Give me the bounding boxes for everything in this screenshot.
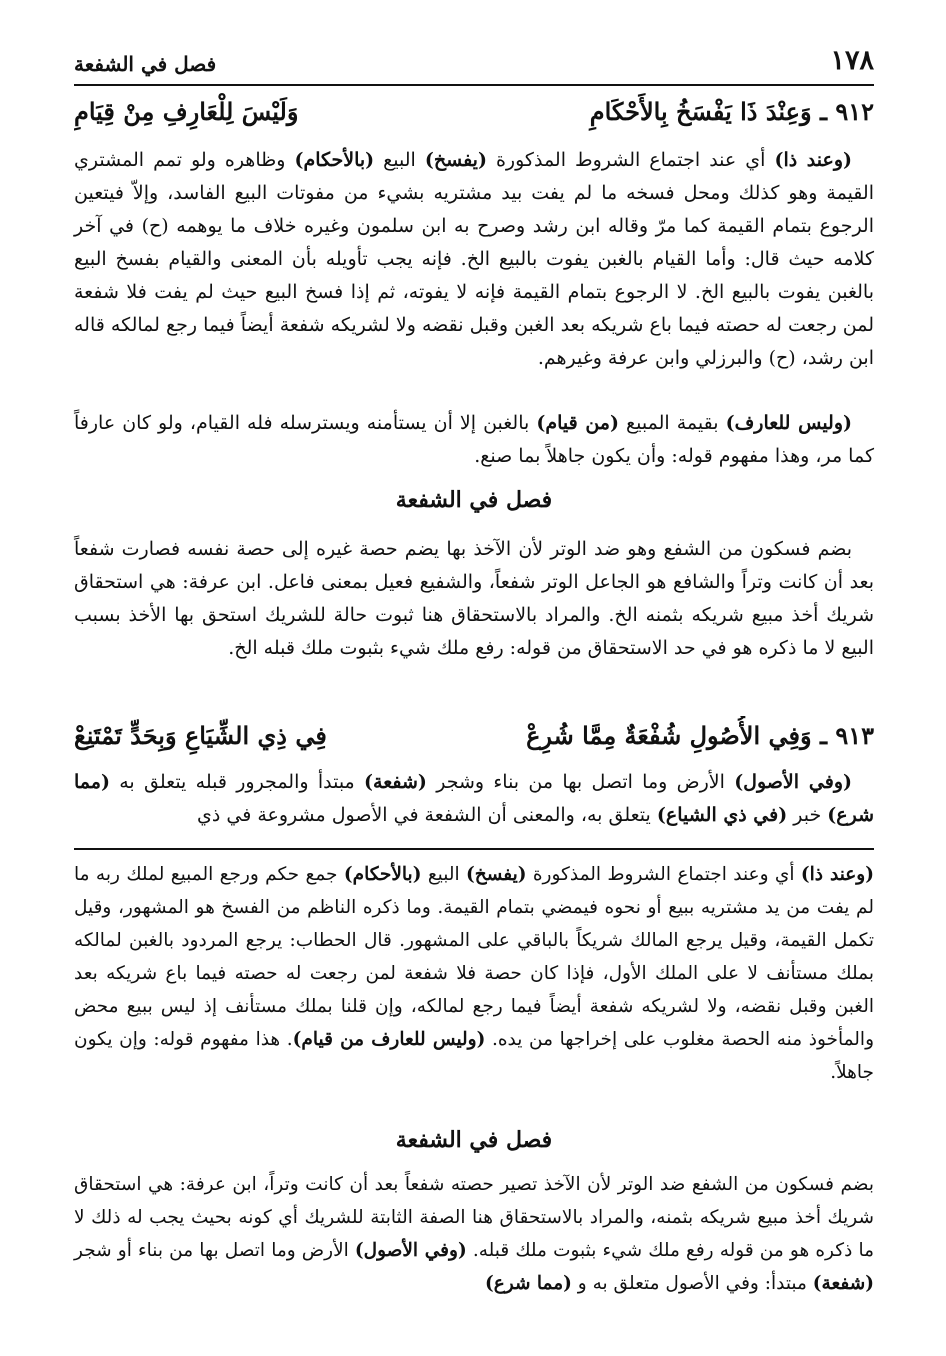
- running-title: فصل في الشفعة: [74, 52, 217, 76]
- paragraph-shufa-definition: بضم فسكون من الشفع وهو ضد الوتر لأن الآخذ بها يضم حصة غيره إلى حصة نفسه فصارت شفعاً بعد أن كانت وتراً والشافع هو الجاعل الوتر شفعاً، والشفيع فعيل بمعنى فاعل. ابن عرفة: هي استحقاق شريك أخذ مبيع شريكه بثمنه الخ. والمراد بالاستحقاق هنا ثبوت حالة للشريك استحق بها الأخذ بسبب البيع لا ما ذكره هو في حد الاستحقاق من قوله: رفع ملك شيء بثبوت ملك قبله الخ.: [74, 538, 874, 659]
- page-number: ١٧٨: [830, 45, 874, 76]
- header-rule: [74, 84, 874, 86]
- page-header: [74, 42, 874, 76]
- paragraph-knower: (وليس للعارف) بقيمة المبيع (من قيام) بالغبن إلا أن يستأمنه ويسترسله فله القيام، ولو كان عارفاً كما مر، وهذا مفهوم قوله: وأن يكون جاهلاً بما صنع.: [74, 412, 874, 467]
- commentary-paragraph-shufa: بضم فسكون من الشفع ضد الوتر لأن الآخذ تصير حصته شفعاً بعد أن كانت وتراً، ابن عرفة: هي استحقاق شريك أخذ مبيع شريكه بثمنه، والمراد بالاستحقاق هنا الصفة الثابتة للشريك أي كونه بحيث يجب له ذلك لا ما ذكره هو من قوله رفع ملك شيء بثبوت ملك قبله. (وفي الأصول) الأرض وما اتصل بها من بناء أو شجر (شفعة) مبتدأ: وفي الأصول متعلق به و (مما شرع): [74, 1174, 874, 1294]
- verse-number: ٩١٢ ـ: [819, 97, 874, 126]
- verse-913-first-hemistich: ٩١٣ ـ وَفِي الأُصُولِ شُفْعَةٌ مِمَّا شُرِعْ: [526, 721, 874, 750]
- verse-913: [74, 716, 874, 756]
- commentary-paragraph-912: (وعند ذا) أي وعند اجتماع الشروط المذكورة (يفسخ) البيع (بالأحكام) جمع حكم ورجع المبيع لملك ربه ما لم يفت من يد مشتريه ببيع أو نحوه فيمضي بتمام القيمة. وما ذكره الناظم من الفسخ هو المشهور، وقيل تكمل القيمة، وقيل يرجع المالك شريكاً بالباقي على المشهور. قال الحطاب: يرجع المردود بالغبن لمالكه بملك مستأنف لا على الملك الأول، فإذا كان حصة فلا شفعة لمن رجعت له حصته فيما باع شريكه بعد الغبن وقبل نقضه، ولا لشريكه شفعة أيضاً فيما رجع لمالكه، وإن قلنا بملك مستأنف إذ ليس ببيع محض والمأخوذ منه الحصة مغلوب على إخراجها من يده. (وليس للعارف من قيام). هذا مفهوم قوله: وإن يكون جاهلاً.: [74, 864, 875, 1083]
- paragraph-gloss-913: (وفي الأصول) الأرض وما اتصل بها من بناء وشجر (شفعة) مبتدأ والمجرور قبله يتعلق به (مما شرع) خبر (في ذي الشياع) يتعلق به، والمعنى أن الشفعة في الأصول مشروعة في ذي: [74, 771, 874, 826]
- commentary-divider: [74, 848, 874, 850]
- verse-912: [74, 92, 874, 132]
- commentary-section-heading: فصل في الشفعة: [395, 1127, 553, 1153]
- verse-number: ٩١٣ ـ: [819, 721, 874, 750]
- verse-912-first-hemistich: ٩١٢ ـ وَعِنْدَ ذَا يَفْسَخُ بِالأَحْكَامِ: [589, 97, 874, 126]
- verse-912-second-hemistich: وَلَيْسَ لِلْعَارِفِ مِنْ قِيَامِ: [74, 97, 299, 126]
- section-heading: فصل في الشفعة: [395, 487, 553, 513]
- paragraph-gloss-912: (وعند ذا) أي عند اجتماع الشروط المذكورة (يفسخ) البيع (بالأحكام) وظاهره ولو تمم المشتري القيمة وهو كذلك ومحل فسخه ما لم يفت بيد مشتريه بشيء من مفوتات البيع الفاسد، وإلاّ فيتعين الرجوع بتمام القيمة كما مرّ وقاله ابن رشد وصرح به ابن سلمون وغيره خلاف ما يوهمه (ح) في آخر كلامه حيث قال: وأما القيام بالغبن يفوت بالبيع الخ. فإنه يجب تأويله بأن المعنى والقيام بفسخ البيع بالغبن يفوت بالبيع الخ. لا الرجوع بتمام القيمة فإنه لا يفوته، ثم إذا فسخ البيع حيث لم يفت فلا شفعة لمن رجعت له حصته فيما باع شريكه بعد الغبن وقبل نقضه ولا لشريكه شفعة أيضاً فيما رجع لمالكه قاله ابن رشد، (ح) والبرزلي وابن عرفة وغيرهم.: [74, 149, 874, 369]
- verse-913-second-hemistich: فِي ذِي الشِّيَاعِ وَبِحَدٍّ تَمْتَنِعْ: [74, 721, 327, 750]
